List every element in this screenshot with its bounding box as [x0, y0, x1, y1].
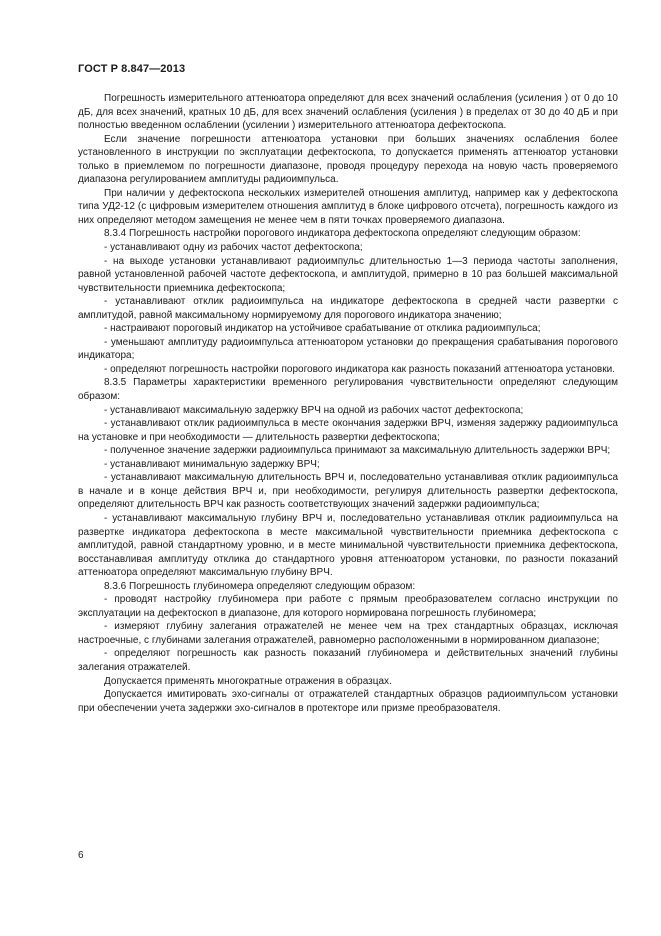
list-item: - устанавливают одну из рабочих частот дефектоскопа; — [104, 242, 363, 254]
list-item: - проводят настройку глубиномера при работе с прямым преобразователем согласно инструкции по эксплуатации на дефектоскоп в диапазоне, для которого нормирована погрешность глубиномера; — [78, 594, 618, 619]
page-number: 6 — [78, 850, 84, 861]
list-item: - полученное значение задержки радиоимпульса принимают за максимальную длительность задержки ВРЧ; — [104, 445, 611, 457]
list-item: - определяют погрешность как разность показаний глубиномера и действительных значений глубины залегания отражателей. — [78, 648, 618, 673]
list-item: - уменьшают амплитуду радиоимпульса аттенюатором установки до прекращения срабатывания порогового индикатора; — [78, 336, 618, 362]
list-item: - устанавливают отклик радиоимпульса в месте окончания задержки ВРЧ, изменяя задержку радиоимпульса на установке и при необходимости — длительность развертки дефектоскопа; — [78, 418, 618, 443]
section-8-3-5: 8.3.5 Параметры характеристики временного регулирования чувствительности определяют следующим образом: — [78, 377, 618, 403]
paragraph: Допускается имитировать эхо-сигналы от отражателей стандартных образцов радиоимпульсом установки при обеспечении учета задержки эхо-сигналов в протекторе или призме преобразователя. — [78, 689, 618, 714]
paragraph: Погрешность измерительного аттенюатора определяют для всех значений ослабления (усиления ) от 0 до 10 дБ, для всех значений, кратных 10 дБ, для всех значений ослабления (усиления ) в пределах от 30 до 40 дБ и при полностью введенном ослаблении (усилении ) измерительного аттенюатора дефектоскопа. — [78, 93, 618, 132]
list-item: - на выходе установки устанавливают радиоимпульс длительностью 1—3 периода частоты заполнения, равной установленной рабочей частоте дефектоскопа, и амплитудой, примерно в 10 раз большей максимальной чувствительности приемника дефектоскопа; — [78, 255, 618, 294]
list-item: - измеряют глубину залегания отражателей не менее чем на трех стандартных образцах, исключая настроечные, с глубинами залегания отражателей, равномерно расположенными в нормированном диапазоне; — [78, 621, 618, 646]
list-item: - устанавливают максимальную длительность ВРЧ и, последовательно устанавливая отклик радиоимпульса в начале и в конце действия ВРЧ и, при необходимости, регулируя длительность развертки дефектоскопа, определяют длительность ВРЧ как разность соответствующих значений задержки радиоимпульса; — [78, 472, 618, 511]
list-item: - устанавливают максимальную глубину ВРЧ и, последовательно устанавливая отклик радиоимпульса на развертке индикатора дефектоскопа в месте максимальной чувствительности приемника дефектоскопа с амплитудой, равной стандартному уровню, и в месте минимальной чувствительности приемника дефектоскопа, восстанавливая амплитуду отклика до стандартного уровня аттенюатором установки, по разности показаний аттенюатора определяют максимальную глубину ВРЧ. — [78, 512, 618, 579]
list-item: - устанавливают отклик радиоимпульса на индикаторе дефектоскопа в средней части развертки с амплитудой, равной максимальному нормируемому для порогового индикатора значению; — [78, 296, 618, 321]
document-header: ГОСТ Р 8.847—2013 — [78, 63, 186, 75]
list-item: - устанавливают максимальную задержку ВРЧ на одной из рабочих частот дефектоскопа; — [104, 404, 524, 416]
section-8-3-6: 8.3.6 Погрешность глубиномера определяют следующим образом: — [104, 580, 416, 592]
document-body — [78, 92, 618, 715]
paragraph: Допускается применять многократные отражения в образцах. — [104, 675, 392, 687]
list-item: - определяют погрешность настройки порогового индикатора как разность показаний аттенюатора установки. — [104, 363, 615, 375]
list-item: - устанавливают минимальную задержку ВРЧ; — [104, 458, 320, 470]
section-8-3-4: 8.3.4 Погрешность настройки порогового индикатора дефектоскопа определяют следующим образом: — [104, 228, 581, 240]
list-item: - настраивают пороговый индикатор на устойчивое срабатывание от отклика радиоимпульса; — [104, 323, 541, 335]
paragraph: При наличии у дефектоскопа нескольких измерителей отношения амплитуд, например как у дефектоскопа типа УД2-12 (с цифровым измерителем отношения амплитуд в блоке цифрового отсчета), погрешность каждого из них определяют методом замещения не менее чем в пяти точках проверяемого диапазона. — [78, 187, 618, 226]
paragraph: Если значение погрешности аттенюатора установки при больших значениях ослабления более установленного в инструкции по эксплуатации дефектоскопа, то допускается применять аттенюатор установки только в приемлемом по погрешности диапазоне, проводя процедуру перехода на новую часть проверяемого диапазона регулированием амплитуды радиоимпульса. — [78, 133, 618, 186]
